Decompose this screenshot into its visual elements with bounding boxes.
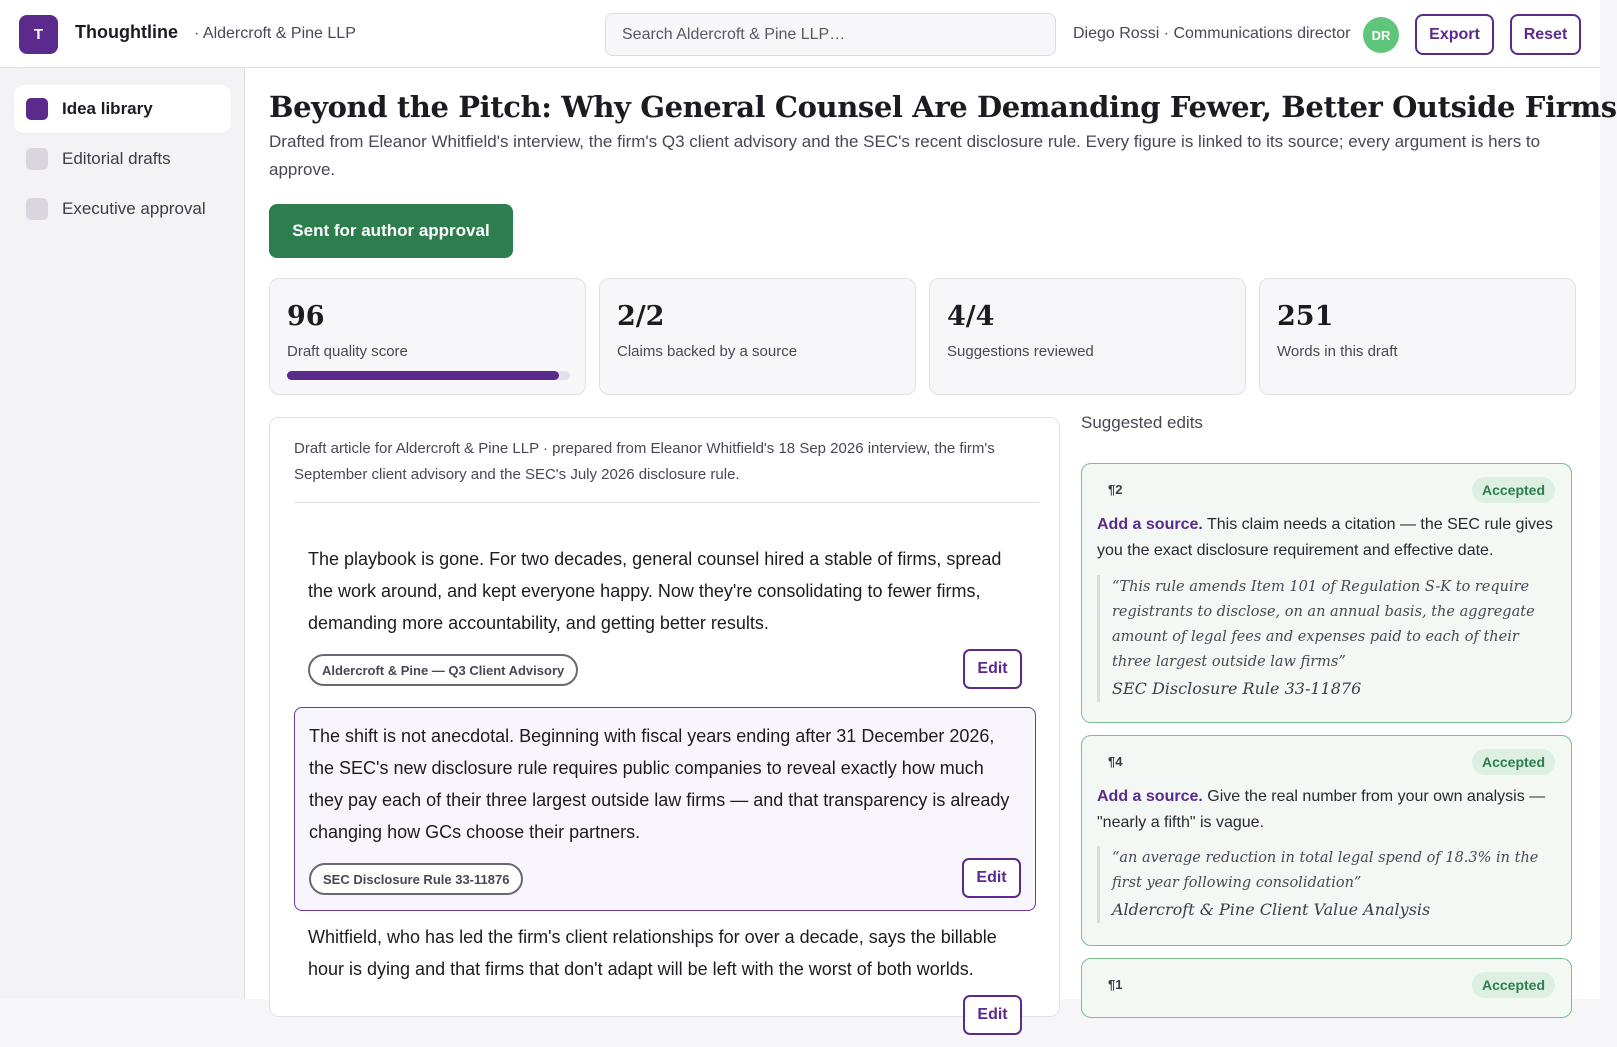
article-paragraph[interactable] <box>294 909 1036 1047</box>
suggestion-detail: Give the real number from your own analysis — "nearly a fifth" is vague. <box>1097 788 1546 831</box>
stat-card-quality <box>269 278 586 395</box>
source-pill[interactable]: Aldercroft & Pine — Q3 Client Advisory <box>308 654 578 686</box>
sidebar-item-label: Idea library <box>62 99 153 118</box>
page-title: Beyond the Pitch: Why General Counsel Are Demanding Fewer, Better Outside Firms <box>269 90 1617 124</box>
quality-progress-fill <box>287 371 559 380</box>
sidebar-item-executive-approval[interactable] <box>14 185 231 233</box>
stat-card-claims <box>599 278 916 395</box>
edit-button[interactable]: Edit <box>963 649 1022 689</box>
editorial-drafts-icon <box>26 148 48 170</box>
avatar[interactable]: DR <box>1363 17 1399 53</box>
executive-approval-icon <box>26 198 48 220</box>
source-pill[interactable]: SEC Disclosure Rule 33-11876 <box>309 863 523 895</box>
paragraph-text: Whitfield, who has led the firm's client relationships for over a decade, says the billable hour is dying and that firms that don't adapt will be left with the worst of both worlds. <box>308 927 997 979</box>
sidebar-item-idea-library[interactable] <box>14 85 231 133</box>
stat-card-suggestions <box>929 278 1246 395</box>
user-info: Diego Rossi · Communications director <box>1073 25 1351 42</box>
quote-source: Aldercroft & Pine Client Value Analysis <box>1112 900 1431 919</box>
reset-button[interactable]: Reset <box>1510 14 1581 55</box>
quote-text: “an average reduction in total legal spend of 18.3% in the first year following consolidation” <box>1112 850 1539 891</box>
article-paragraph-selected[interactable] <box>294 707 1036 911</box>
source-quote <box>1097 575 1559 702</box>
edit-button[interactable]: Edit <box>962 858 1021 898</box>
stat-card-words <box>1259 278 1576 395</box>
paragraph-ref: ¶4 <box>1108 754 1123 769</box>
org-name: · Aldercroft & Pine LLP <box>194 25 356 42</box>
suggestion-card[interactable] <box>1081 958 1572 1018</box>
draft-article <box>269 417 1060 1023</box>
sidebar <box>0 68 245 999</box>
suggestion-card[interactable] <box>1081 463 1572 723</box>
quote-text: “This rule amends Item 101 of Regulation S-K to require registrants to disclose, on an annual basis, the aggregate amount of legal fees and expenses paid to each of their three largest outside law firms” <box>1112 579 1535 670</box>
stat-label: Claims backed by a source <box>617 343 798 360</box>
app-logo[interactable]: T <box>19 15 58 54</box>
quote-source: SEC Disclosure Rule 33-11876 <box>1112 679 1362 698</box>
article-intro: Draft article for Aldercroft & Pine LLP · prepared from Eleanor Whitfield's 18 Sep 2026 interview, the firm's September client advisory and the SEC's July 2026 disclosure rule. <box>294 436 1039 503</box>
quality-progress-bar <box>287 371 570 380</box>
paragraph-text: The shift is not anecdotal. Beginning with fiscal years ending after 31 December 2026, the SEC's new disclosure rule requires public companies to reveal exactly how much they pay each of their three largest outside law firms — and that transparency is already changing how GCs choose their partners. <box>309 726 1010 842</box>
sidebar-item-label: Editorial drafts <box>62 149 171 168</box>
edit-button[interactable]: Edit <box>963 995 1022 1035</box>
status-badge: Accepted <box>1472 477 1555 503</box>
article-paragraph[interactable] <box>294 531 1036 701</box>
stat-value: 96 <box>287 301 325 332</box>
stat-label: Suggestions reviewed <box>947 343 1094 360</box>
suggestion-detail: This claim needs a citation — the SEC rule gives you the exact disclosure requirement and effective date. <box>1097 516 1553 559</box>
stat-value: 2/2 <box>617 301 665 332</box>
page-subtitle: Drafted from Eleanor Whitfield's interview, the firm's Q3 client advisory and the SEC's recent disclosure rule. Every figure is linked to its source; every argument is hers to approve. <box>269 132 1541 179</box>
suggestion-action: Add a source. <box>1097 788 1203 805</box>
sidebar-item-editorial-drafts[interactable] <box>14 135 231 183</box>
suggested-edits-heading: Suggested edits <box>1081 413 1203 432</box>
sidebar-item-label: Executive approval <box>62 199 206 218</box>
suggestion-text <box>1097 512 1557 564</box>
top-bar <box>0 0 1600 68</box>
search-input[interactable] <box>605 13 1056 56</box>
suggestion-card[interactable] <box>1081 735 1572 946</box>
suggestion-text <box>1097 784 1557 836</box>
stat-label: Words in this draft <box>1277 343 1398 360</box>
status-badge: Accepted <box>1472 972 1555 998</box>
export-button[interactable]: Export <box>1415 14 1494 55</box>
main-content <box>245 68 1617 1023</box>
stat-value: 251 <box>1277 301 1334 332</box>
suggestion-action: Add a source. <box>1097 516 1203 533</box>
idea-library-icon <box>26 98 48 120</box>
paragraph-ref: ¶1 <box>1108 977 1123 992</box>
status-badge: Accepted <box>1472 749 1555 775</box>
author-approval-status-button[interactable]: Sent for author approval <box>269 204 513 258</box>
source-quote <box>1097 846 1559 923</box>
app-name: Thoughtline <box>75 22 178 42</box>
stat-value: 4/4 <box>947 301 995 332</box>
paragraph-text: The playbook is gone. For two decades, general counsel hired a stable of firms, spread the work around, and kept everyone happy. Now they're consolidating to fewer firms, demanding more accountability, and getting better results. <box>308 549 1002 633</box>
stat-label: Draft quality score <box>287 343 408 360</box>
paragraph-ref: ¶2 <box>1108 482 1123 497</box>
